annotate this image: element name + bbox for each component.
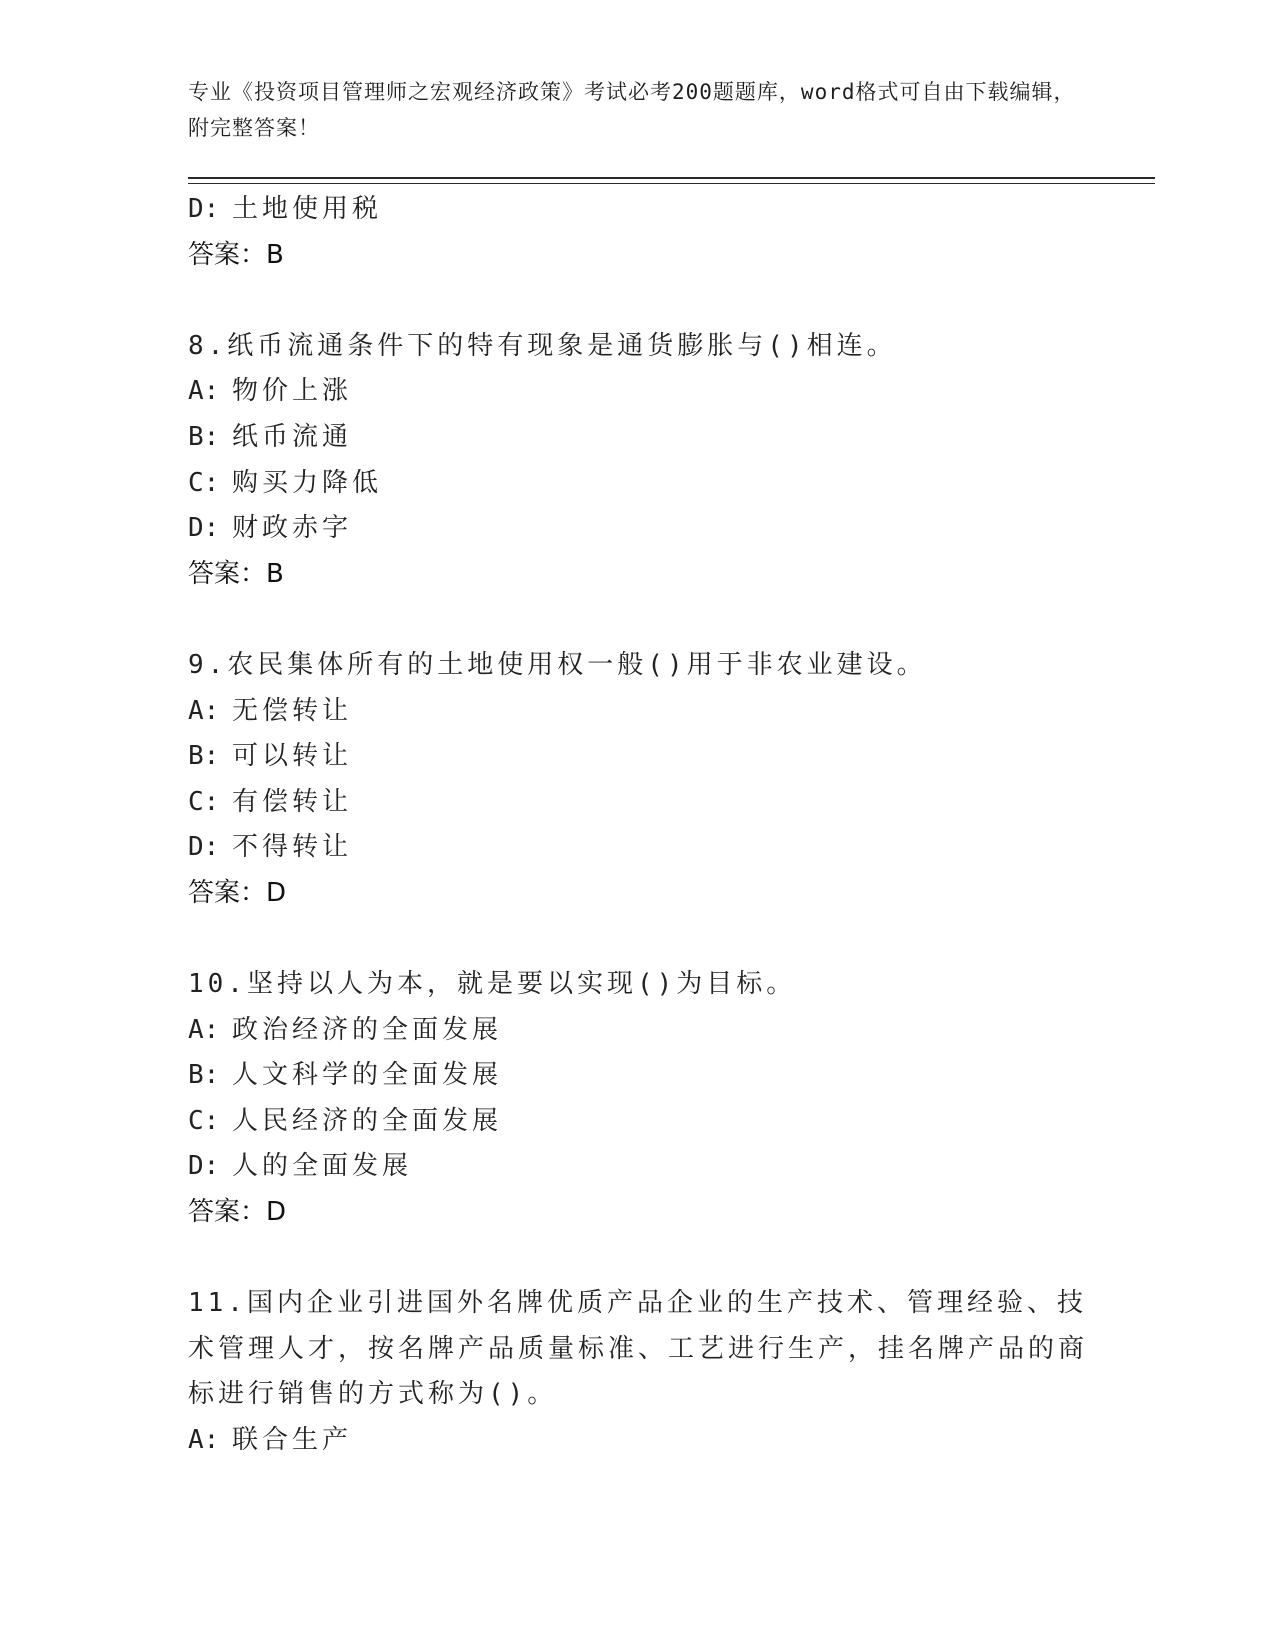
answer-line: 答案：D [188, 877, 287, 908]
option-text: 无偿转让 [232, 695, 353, 726]
question-stem: 8.纸币流通条件下的特有现象是通货膨胀与()相连。 [188, 330, 897, 361]
option-a [188, 689, 1088, 735]
option-letter: D: [188, 832, 220, 863]
option-c [188, 461, 1088, 507]
option-a [188, 369, 1088, 415]
option-letter: A: [188, 1014, 220, 1045]
option-d [188, 506, 1088, 552]
option-c [188, 780, 1088, 826]
question-stem: 10.坚持以人为本，就是要以实现()为目标。 [188, 969, 797, 1000]
spacer [188, 917, 1088, 963]
option-text: 人民经济的全面发展 [232, 1105, 503, 1136]
option-text: 购买力降低 [232, 467, 383, 498]
option-text: 政治经济的全面发展 [232, 1014, 503, 1045]
option-letter: D: [188, 194, 220, 224]
option-letter: D: [188, 1151, 220, 1182]
option-d [188, 1144, 1088, 1190]
answer-line: 答案：B [188, 239, 284, 270]
option-text: 纸币流通 [232, 421, 353, 452]
question-stem: 11.国内企业引进国外名牌优质产品企业的生产技术、管理经验、技术管理人才，按名牌产品质量标准、工艺进行生产，挂名牌产品的商标进行销售的方式称为()。 [188, 1288, 1089, 1410]
option-b [188, 734, 1088, 780]
option-letter: A: [188, 695, 220, 726]
option-a [188, 1008, 1088, 1054]
spacer [188, 1236, 1088, 1282]
option-text: 人文科学的全面发展 [232, 1060, 503, 1091]
option-letter: A: [188, 1425, 220, 1456]
spacer [188, 278, 1088, 324]
document-header: 专业《投资项目管理师之宏观经济政策》考试必考200题题库，word格式可自由下载编辑，附完整答案！ [188, 80, 1076, 140]
option-b [188, 415, 1088, 461]
option-d [188, 187, 1088, 233]
option-letter: B: [188, 1060, 220, 1091]
option-text: 有偿转让 [232, 786, 353, 817]
option-text: 财政赤字 [232, 513, 353, 544]
option-text: 物价上涨 [232, 376, 353, 407]
option-letter: A: [188, 376, 220, 407]
option-letter: B: [188, 421, 220, 452]
option-d [188, 825, 1088, 871]
option-c [188, 1099, 1088, 1145]
option-b [188, 1053, 1088, 1099]
option-letter: D: [188, 513, 220, 544]
option-letter: C: [188, 467, 220, 498]
option-a [188, 1418, 1088, 1464]
option-letter: C: [188, 1105, 220, 1136]
option-text: 联合生产 [232, 1425, 353, 1456]
question-list [188, 187, 1088, 1464]
option-text: 土地使用税 [232, 194, 383, 224]
option-text: 可以转让 [232, 741, 353, 772]
option-letter: B: [188, 741, 220, 772]
answer-line: 答案：B [188, 558, 284, 589]
header-divider [188, 177, 1155, 184]
question-stem: 9.农民集体所有的土地使用权一般()用于非农业建设。 [188, 649, 927, 680]
answer-line: 答案：D [188, 1197, 287, 1228]
option-text: 不得转让 [232, 832, 353, 863]
option-text: 人的全面发展 [232, 1151, 413, 1182]
option-letter: C: [188, 786, 220, 817]
spacer [188, 597, 1088, 643]
